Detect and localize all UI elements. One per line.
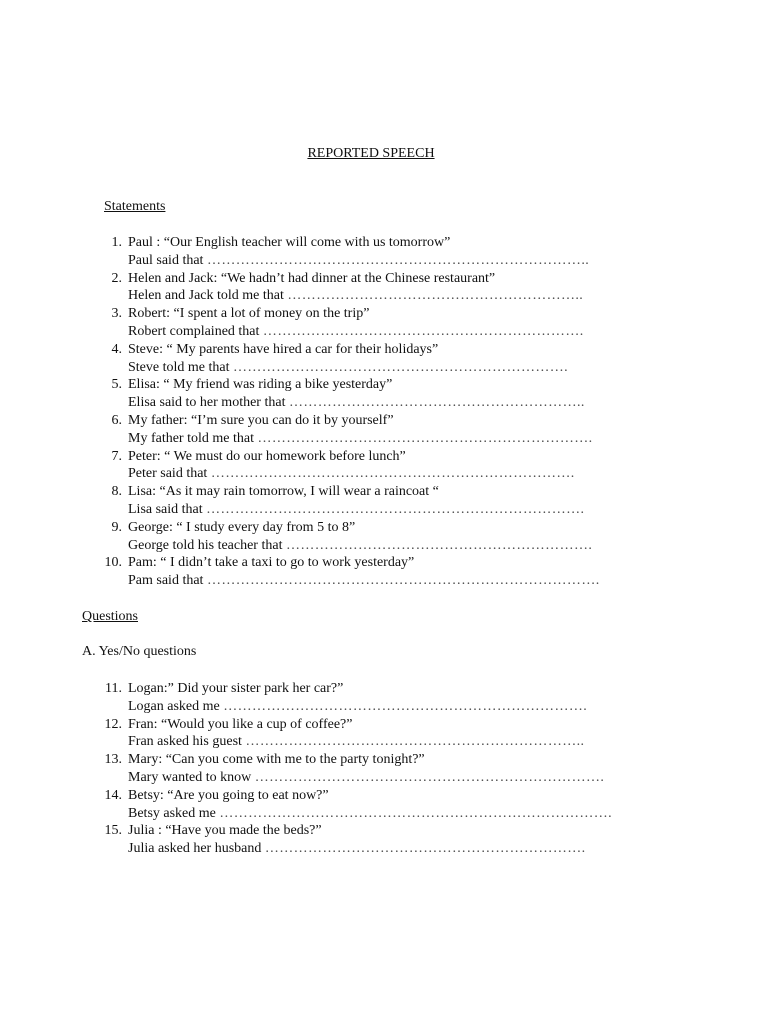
answer-lead: Helen and Jack told me that	[128, 288, 284, 304]
answer-blank: ……………………………………………………………………….	[219, 805, 613, 821]
item-prompt: Helen and Jack: “We hadn’t had dinner at the Chinese restaurant”	[128, 270, 496, 286]
answer-blank: ………………………………………………………………….	[223, 698, 588, 714]
answer-lead: Fran asked his guest	[128, 734, 242, 750]
item-prompt: Elisa: “ My friend was riding a bike yesterday”	[128, 377, 393, 393]
answer-blank: ………………………………………………………………….	[210, 466, 575, 482]
item-prompt: Logan:” Did your sister park her car?”	[128, 681, 344, 696]
answer-blank: ………………………………………………………….	[262, 323, 584, 339]
answer-line	[128, 537, 592, 555]
page-title: REPORTED SPEECH	[307, 146, 435, 161]
item-number: 14.	[104, 787, 122, 803]
answer-lead: Paul said that	[128, 252, 204, 268]
item-number: 10.	[104, 555, 122, 571]
answer-line	[128, 394, 585, 412]
answer-blank: ……………………………………………………………………….	[206, 573, 600, 589]
item-number: 1.	[111, 235, 122, 250]
exercise-item-7	[96, 448, 656, 484]
item-number: 4.	[111, 341, 122, 357]
item-number: 12.	[104, 716, 122, 732]
item-prompt: Julia : “Have you made the beds?”	[128, 823, 322, 839]
exercise-item-12	[96, 716, 656, 752]
answer-line	[128, 501, 584, 519]
answer-line	[128, 465, 575, 483]
answer-line	[128, 733, 584, 751]
exercise-item-14	[96, 787, 656, 823]
item-prompt: Robert: “I spent a lot of money on the trip”	[128, 306, 370, 322]
answer-line	[128, 698, 587, 716]
answer-lead: Steve told me that	[128, 359, 230, 375]
answer-lead: My father told me that	[128, 430, 254, 446]
item-number: 6.	[111, 412, 122, 428]
answer-blank: ……………………………………………………………….	[254, 769, 605, 785]
answer-lead: Betsy asked me	[128, 805, 216, 821]
answer-line	[128, 359, 568, 377]
exercise-item-9	[96, 519, 656, 555]
answer-line	[128, 840, 586, 858]
exercise-item-13	[96, 751, 656, 787]
item-number: 11.	[105, 681, 122, 696]
answer-lead: Peter said that	[128, 466, 208, 482]
exercise-item-4	[96, 341, 656, 377]
item-number: 8.	[111, 484, 122, 500]
answer-line	[128, 323, 584, 341]
item-number: 2.	[111, 270, 122, 286]
answer-blank: ……………………………………………………………………..	[206, 252, 590, 268]
exercise-item-10	[96, 554, 656, 590]
answer-lead: Lisa said that	[128, 501, 203, 517]
item-prompt: Mary: “Can you come with me to the party tonight?”	[128, 752, 425, 768]
item-prompt: Fran: “Would you like a cup of coffee?”	[128, 716, 353, 732]
item-prompt: Betsy: “Are you going to eat now?”	[128, 787, 329, 803]
exercise-item-1	[96, 234, 656, 270]
item-prompt: Paul : “Our English teacher will come with us tomorrow”	[128, 235, 451, 250]
answer-lead: George told his teacher that	[128, 537, 283, 553]
answer-blank: ………………………………………………………….	[264, 841, 586, 857]
item-number: 13.	[104, 752, 122, 768]
answer-lead: Mary wanted to know	[128, 769, 252, 785]
item-number: 15.	[104, 823, 122, 839]
answer-line	[128, 572, 600, 590]
answer-blank: ……………………………………………………….	[285, 537, 593, 553]
answer-line	[128, 430, 593, 448]
exercise-item-5	[96, 376, 656, 412]
answer-blank: …………………………………………………………….	[257, 430, 593, 446]
exercise-item-6	[96, 412, 656, 448]
answer-blank: ……………………………………………………..	[287, 288, 584, 304]
item-prompt: My father: “I’m sure you can do it by yourself”	[128, 412, 394, 428]
answer-line	[128, 252, 589, 270]
answer-line	[128, 769, 604, 787]
answer-blank: ……………………………………………………………..	[245, 734, 585, 750]
answer-lead: Logan asked me	[128, 698, 220, 714]
answer-lead: Julia asked her husband	[128, 841, 262, 857]
statements-list	[96, 234, 656, 590]
exercise-item-2	[96, 270, 656, 306]
exercise-item-11	[96, 680, 656, 716]
answer-blank: …………………………………………………………….	[232, 359, 569, 375]
yes-no-subheading: A. Yes/No questions	[82, 644, 197, 659]
answer-line	[128, 287, 583, 305]
questions-list	[96, 680, 656, 858]
item-number: 3.	[111, 306, 122, 322]
statements-heading: Statements	[104, 199, 166, 214]
answer-line	[128, 805, 612, 823]
answer-lead: Elisa said to her mother that	[128, 395, 286, 411]
item-prompt: George: “ I study every day from 5 to 8”	[128, 519, 356, 535]
exercise-item-3	[96, 305, 656, 341]
answer-lead: Pam said that	[128, 573, 204, 589]
questions-heading: Questions	[82, 609, 138, 624]
answer-lead: Robert complained that	[128, 323, 260, 339]
item-number: 9.	[111, 519, 122, 535]
answer-blank: ……………………………………………………..	[288, 395, 585, 411]
exercise-item-8	[96, 483, 656, 519]
item-number: 5.	[111, 377, 122, 393]
item-number: 7.	[111, 448, 122, 464]
exercise-item-15	[96, 822, 656, 858]
item-prompt: Pam: “ I didn’t take a taxi to go to work yesterday”	[128, 555, 415, 571]
item-prompt: Peter: “ We must do our homework before lunch”	[128, 448, 406, 464]
item-prompt: Steve: “ My parents have hired a car for their holidays”	[128, 341, 439, 357]
answer-blank: …………………………………………………………………….	[206, 501, 585, 517]
item-prompt: Lisa: “As it may rain tomorrow, I will wear a raincoat “	[128, 484, 439, 500]
